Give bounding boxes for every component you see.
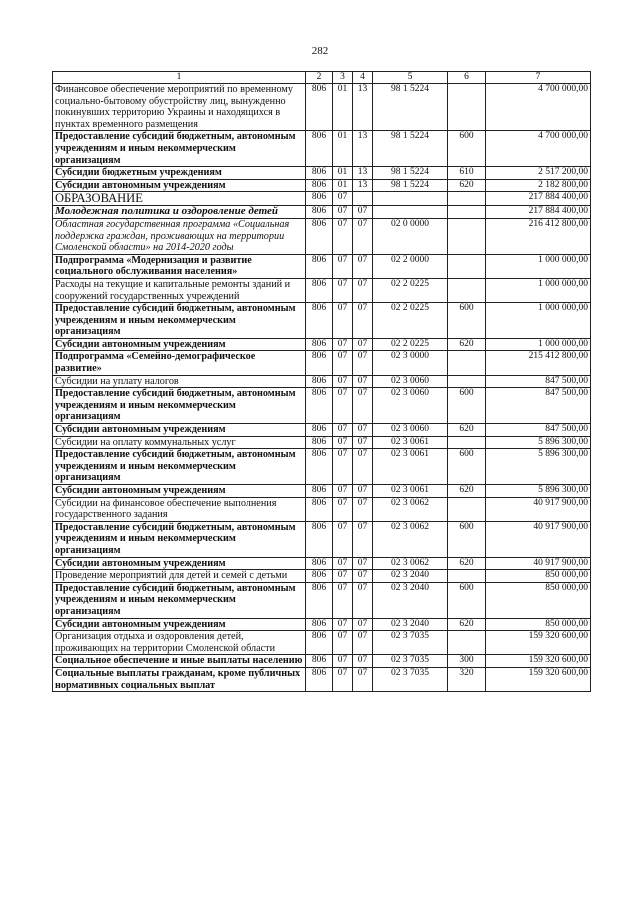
table-row	[53, 254, 591, 278]
amount: 5 896 300,00	[486, 485, 591, 498]
code-target	[373, 192, 448, 206]
amount: 1 000 000,00	[486, 303, 591, 339]
code-section: 07	[333, 278, 353, 302]
code-subsection: 07	[353, 570, 373, 583]
amount: 4 700 000,00	[486, 131, 591, 167]
code-target: 02 3 0062	[373, 557, 448, 570]
code-section: 07	[333, 449, 353, 485]
table-row	[53, 303, 591, 339]
code-section: 01	[333, 131, 353, 167]
code-section: 07	[333, 351, 353, 375]
row-name: Субсидии на оплату коммунальных услуг	[53, 436, 306, 449]
table-row	[53, 218, 591, 254]
code-expense-type: 600	[448, 131, 486, 167]
code-target: 98 1 5224	[373, 84, 448, 131]
row-name: Предоставление субсидий бюджетным, автономным учреждениям и иным некоммерческим организациям	[53, 449, 306, 485]
code-admin: 806	[306, 278, 333, 302]
table-row	[53, 667, 591, 691]
code-subsection: 07	[353, 655, 373, 668]
table-row	[53, 521, 591, 557]
code-section: 07	[333, 667, 353, 691]
code-admin: 806	[306, 485, 333, 498]
code-section: 07	[333, 485, 353, 498]
row-name: Расходы на текущие и капитальные ремонты зданий и сооружений государственных учреждений	[53, 278, 306, 302]
row-name: Субсидии автономным учреждениям	[53, 485, 306, 498]
row-name: Субсидии автономным учреждениям	[53, 557, 306, 570]
code-target: 02 3 0062	[373, 521, 448, 557]
table-row	[53, 388, 591, 424]
amount: 850 000,00	[486, 618, 591, 631]
table-row	[53, 84, 591, 131]
table-row	[53, 351, 591, 375]
code-subsection: 13	[353, 84, 373, 131]
code-admin: 806	[306, 618, 333, 631]
code-section: 07	[333, 338, 353, 351]
code-subsection: 07	[353, 485, 373, 498]
code-subsection: 07	[353, 497, 373, 521]
code-target	[373, 206, 448, 219]
code-expense-type	[448, 375, 486, 388]
code-section: 01	[333, 179, 353, 192]
code-section: 07	[333, 375, 353, 388]
code-target: 02 0 0000	[373, 218, 448, 254]
code-expense-type: 600	[448, 521, 486, 557]
amount: 5 896 300,00	[486, 436, 591, 449]
amount: 1 000 000,00	[486, 254, 591, 278]
table-row	[53, 449, 591, 485]
amount: 5 896 300,00	[486, 449, 591, 485]
code-section: 07	[333, 218, 353, 254]
code-admin: 806	[306, 218, 333, 254]
code-subsection: 07	[353, 351, 373, 375]
code-expense-type	[448, 631, 486, 655]
code-expense-type: 620	[448, 618, 486, 631]
table-row	[53, 167, 591, 180]
row-name: Предоставление субсидий бюджетным, автономным учреждениям и иным некоммерческим организациям	[53, 388, 306, 424]
amount: 217 884 400,00	[486, 192, 591, 206]
code-admin: 806	[306, 667, 333, 691]
code-section: 07	[333, 388, 353, 424]
code-admin: 806	[306, 351, 333, 375]
column-header: 1	[53, 72, 306, 84]
code-target: 02 2 0225	[373, 278, 448, 302]
code-section: 07	[333, 206, 353, 219]
row-name: Субсидии на финансовое обеспечение выполнения государственного задания	[53, 497, 306, 521]
code-section: 01	[333, 84, 353, 131]
table-row	[53, 582, 591, 618]
code-admin: 806	[306, 557, 333, 570]
code-subsection: 07	[353, 618, 373, 631]
code-target: 02 3 0061	[373, 449, 448, 485]
column-header: 5	[373, 72, 448, 84]
code-subsection: 07	[353, 449, 373, 485]
code-expense-type: 620	[448, 557, 486, 570]
code-subsection: 07	[353, 521, 373, 557]
code-subsection: 07	[353, 582, 373, 618]
code-expense-type	[448, 497, 486, 521]
code-section: 07	[333, 557, 353, 570]
code-section: 07	[333, 424, 353, 437]
amount: 40 917 900,00	[486, 497, 591, 521]
code-admin: 806	[306, 167, 333, 180]
code-admin: 806	[306, 388, 333, 424]
code-section: 07	[333, 570, 353, 583]
code-expense-type	[448, 570, 486, 583]
row-name: Подпрограмма «Семейно-демографическое развитие»	[53, 351, 306, 375]
code-expense-type: 620	[448, 485, 486, 498]
code-target: 02 3 2040	[373, 570, 448, 583]
code-expense-type	[448, 254, 486, 278]
code-target: 02 2 0225	[373, 303, 448, 339]
row-name: Организация отдыха и оздоровления детей, проживающих на территории Смоленской области	[53, 631, 306, 655]
code-expense-type: 600	[448, 449, 486, 485]
row-name: Социальные выплаты гражданам, кроме публичных нормативных социальных выплат	[53, 667, 306, 691]
page-number: 282	[311, 45, 329, 57]
code-section: 07	[333, 436, 353, 449]
amount: 215 412 800,00	[486, 351, 591, 375]
table-row	[53, 192, 591, 206]
code-target: 02 3 7035	[373, 655, 448, 668]
code-section: 01	[333, 167, 353, 180]
code-admin: 806	[306, 192, 333, 206]
row-name: Предоставление субсидий бюджетным, автономным учреждениям и иным некоммерческим организациям	[53, 521, 306, 557]
code-subsection: 07	[353, 278, 373, 302]
code-target: 02 3 0060	[373, 388, 448, 424]
table-row	[53, 179, 591, 192]
column-header: 4	[353, 72, 373, 84]
code-admin: 806	[306, 521, 333, 557]
code-section: 07	[333, 618, 353, 631]
code-section: 07	[333, 303, 353, 339]
row-name: ОБРАЗОВАНИЕ	[53, 192, 306, 206]
code-expense-type	[448, 218, 486, 254]
code-expense-type	[448, 278, 486, 302]
row-name: Субсидии автономным учреждениям	[53, 179, 306, 192]
code-admin: 806	[306, 631, 333, 655]
table-body	[53, 72, 591, 692]
code-subsection: 07	[353, 303, 373, 339]
code-subsection: 13	[353, 131, 373, 167]
code-target: 02 3 7035	[373, 667, 448, 691]
budget-table	[52, 71, 591, 692]
code-admin: 806	[306, 436, 333, 449]
code-subsection: 13	[353, 179, 373, 192]
amount: 2 182 800,00	[486, 179, 591, 192]
code-target: 02 3 0061	[373, 436, 448, 449]
amount: 847 500,00	[486, 424, 591, 437]
code-section: 07	[333, 582, 353, 618]
code-subsection: 13	[353, 167, 373, 180]
table-row	[53, 618, 591, 631]
code-admin: 806	[306, 179, 333, 192]
table-row	[53, 436, 591, 449]
code-expense-type: 300	[448, 655, 486, 668]
code-expense-type: 610	[448, 167, 486, 180]
table-row	[53, 206, 591, 219]
code-admin: 806	[306, 206, 333, 219]
column-header: 2	[306, 72, 333, 84]
code-admin: 806	[306, 449, 333, 485]
table-row	[53, 131, 591, 167]
code-expense-type: 600	[448, 582, 486, 618]
amount: 847 500,00	[486, 388, 591, 424]
row-name: Молодежная политика и оздоровление детей	[53, 206, 306, 219]
code-expense-type: 600	[448, 303, 486, 339]
row-name: Субсидии на уплату налогов	[53, 375, 306, 388]
table-row	[53, 655, 591, 668]
amount: 159 320 600,00	[486, 655, 591, 668]
code-section: 07	[333, 655, 353, 668]
code-subsection: 07	[353, 206, 373, 219]
amount: 159 320 600,00	[486, 667, 591, 691]
table-row	[53, 338, 591, 351]
row-name: Областная государственная программа «Социальная поддержка граждан, проживающих на территории Смоленской области» на 2014-2020 годы	[53, 218, 306, 254]
code-expense-type	[448, 192, 486, 206]
code-target: 02 3 0000	[373, 351, 448, 375]
code-target: 02 3 7035	[373, 631, 448, 655]
code-expense-type	[448, 436, 486, 449]
code-section: 07	[333, 254, 353, 278]
amount: 1 000 000,00	[486, 338, 591, 351]
code-subsection: 07	[353, 338, 373, 351]
amount: 217 884 400,00	[486, 206, 591, 219]
row-name: Предоставление субсидий бюджетным, автономным учреждениям и иным некоммерческим организациям	[53, 131, 306, 167]
table-row	[53, 497, 591, 521]
code-admin: 806	[306, 303, 333, 339]
table-row	[53, 631, 591, 655]
amount: 40 917 900,00	[486, 557, 591, 570]
table-row	[53, 557, 591, 570]
code-subsection: 07	[353, 667, 373, 691]
row-name: Финансовое обеспечение мероприятий по временному социально-бытовому обустройству лиц, вынужденно покинувших территорию Украины и находящихся в пунктах временного размещения	[53, 84, 306, 131]
code-subsection: 07	[353, 631, 373, 655]
code-target: 98 1 5224	[373, 167, 448, 180]
code-expense-type: 620	[448, 338, 486, 351]
code-expense-type: 620	[448, 179, 486, 192]
code-target: 02 3 0060	[373, 424, 448, 437]
code-subsection: 07	[353, 375, 373, 388]
column-header: 3	[333, 72, 353, 84]
code-subsection: 07	[353, 388, 373, 424]
code-target: 02 2 0225	[373, 338, 448, 351]
code-target: 02 3 2040	[373, 618, 448, 631]
code-subsection: 07	[353, 254, 373, 278]
row-name: Проведение мероприятий для детей и семей с детьми	[53, 570, 306, 583]
row-name: Предоставление субсидий бюджетным, автономным учреждениям и иным некоммерческим организациям	[53, 303, 306, 339]
amount: 159 320 600,00	[486, 631, 591, 655]
code-admin: 806	[306, 582, 333, 618]
code-target: 98 1 5224	[373, 131, 448, 167]
column-header: 6	[448, 72, 486, 84]
code-expense-type	[448, 351, 486, 375]
row-name: Субсидии бюджетным учреждениям	[53, 167, 306, 180]
row-name: Субсидии автономным учреждениям	[53, 424, 306, 437]
code-admin: 806	[306, 338, 333, 351]
code-admin: 806	[306, 131, 333, 167]
table-row	[53, 375, 591, 388]
code-subsection: 07	[353, 424, 373, 437]
amount: 847 500,00	[486, 375, 591, 388]
row-name: Подпрограмма «Модернизация и развитие социального обслуживания населения»	[53, 254, 306, 278]
amount: 2 517 200,00	[486, 167, 591, 180]
code-expense-type	[448, 206, 486, 219]
code-admin: 806	[306, 84, 333, 131]
code-expense-type: 620	[448, 424, 486, 437]
amount: 40 917 900,00	[486, 521, 591, 557]
code-target: 02 3 0062	[373, 497, 448, 521]
code-expense-type: 600	[448, 388, 486, 424]
code-admin: 806	[306, 424, 333, 437]
code-target: 02 3 2040	[373, 582, 448, 618]
table-row	[53, 485, 591, 498]
code-admin: 806	[306, 655, 333, 668]
code-admin: 806	[306, 375, 333, 388]
code-subsection	[353, 192, 373, 206]
amount: 850 000,00	[486, 570, 591, 583]
code-subsection: 07	[353, 557, 373, 570]
code-subsection: 07	[353, 436, 373, 449]
amount: 4 700 000,00	[486, 84, 591, 131]
code-section: 07	[333, 521, 353, 557]
row-name: Субсидии автономным учреждениям	[53, 338, 306, 351]
code-section: 07	[333, 192, 353, 206]
code-expense-type	[448, 84, 486, 131]
column-header: 7	[486, 72, 591, 84]
table-row	[53, 570, 591, 583]
code-target: 02 3 0060	[373, 375, 448, 388]
column-header-row	[53, 72, 591, 84]
code-target: 02 3 0061	[373, 485, 448, 498]
table-row	[53, 424, 591, 437]
code-admin: 806	[306, 570, 333, 583]
code-section: 07	[333, 631, 353, 655]
code-admin: 806	[306, 497, 333, 521]
amount: 1 000 000,00	[486, 278, 591, 302]
code-section: 07	[333, 497, 353, 521]
row-name: Предоставление субсидий бюджетным, автономным учреждениям и иным некоммерческим организациям	[53, 582, 306, 618]
row-name: Субсидии автономным учреждениям	[53, 618, 306, 631]
code-admin: 806	[306, 254, 333, 278]
table-row	[53, 278, 591, 302]
code-expense-type: 320	[448, 667, 486, 691]
amount: 216 412 800,00	[486, 218, 591, 254]
amount: 850 000,00	[486, 582, 591, 618]
row-name: Социальное обеспечение и иные выплаты населению	[53, 655, 306, 668]
code-target: 98 1 5224	[373, 179, 448, 192]
code-subsection: 07	[353, 218, 373, 254]
code-target: 02 2 0000	[373, 254, 448, 278]
